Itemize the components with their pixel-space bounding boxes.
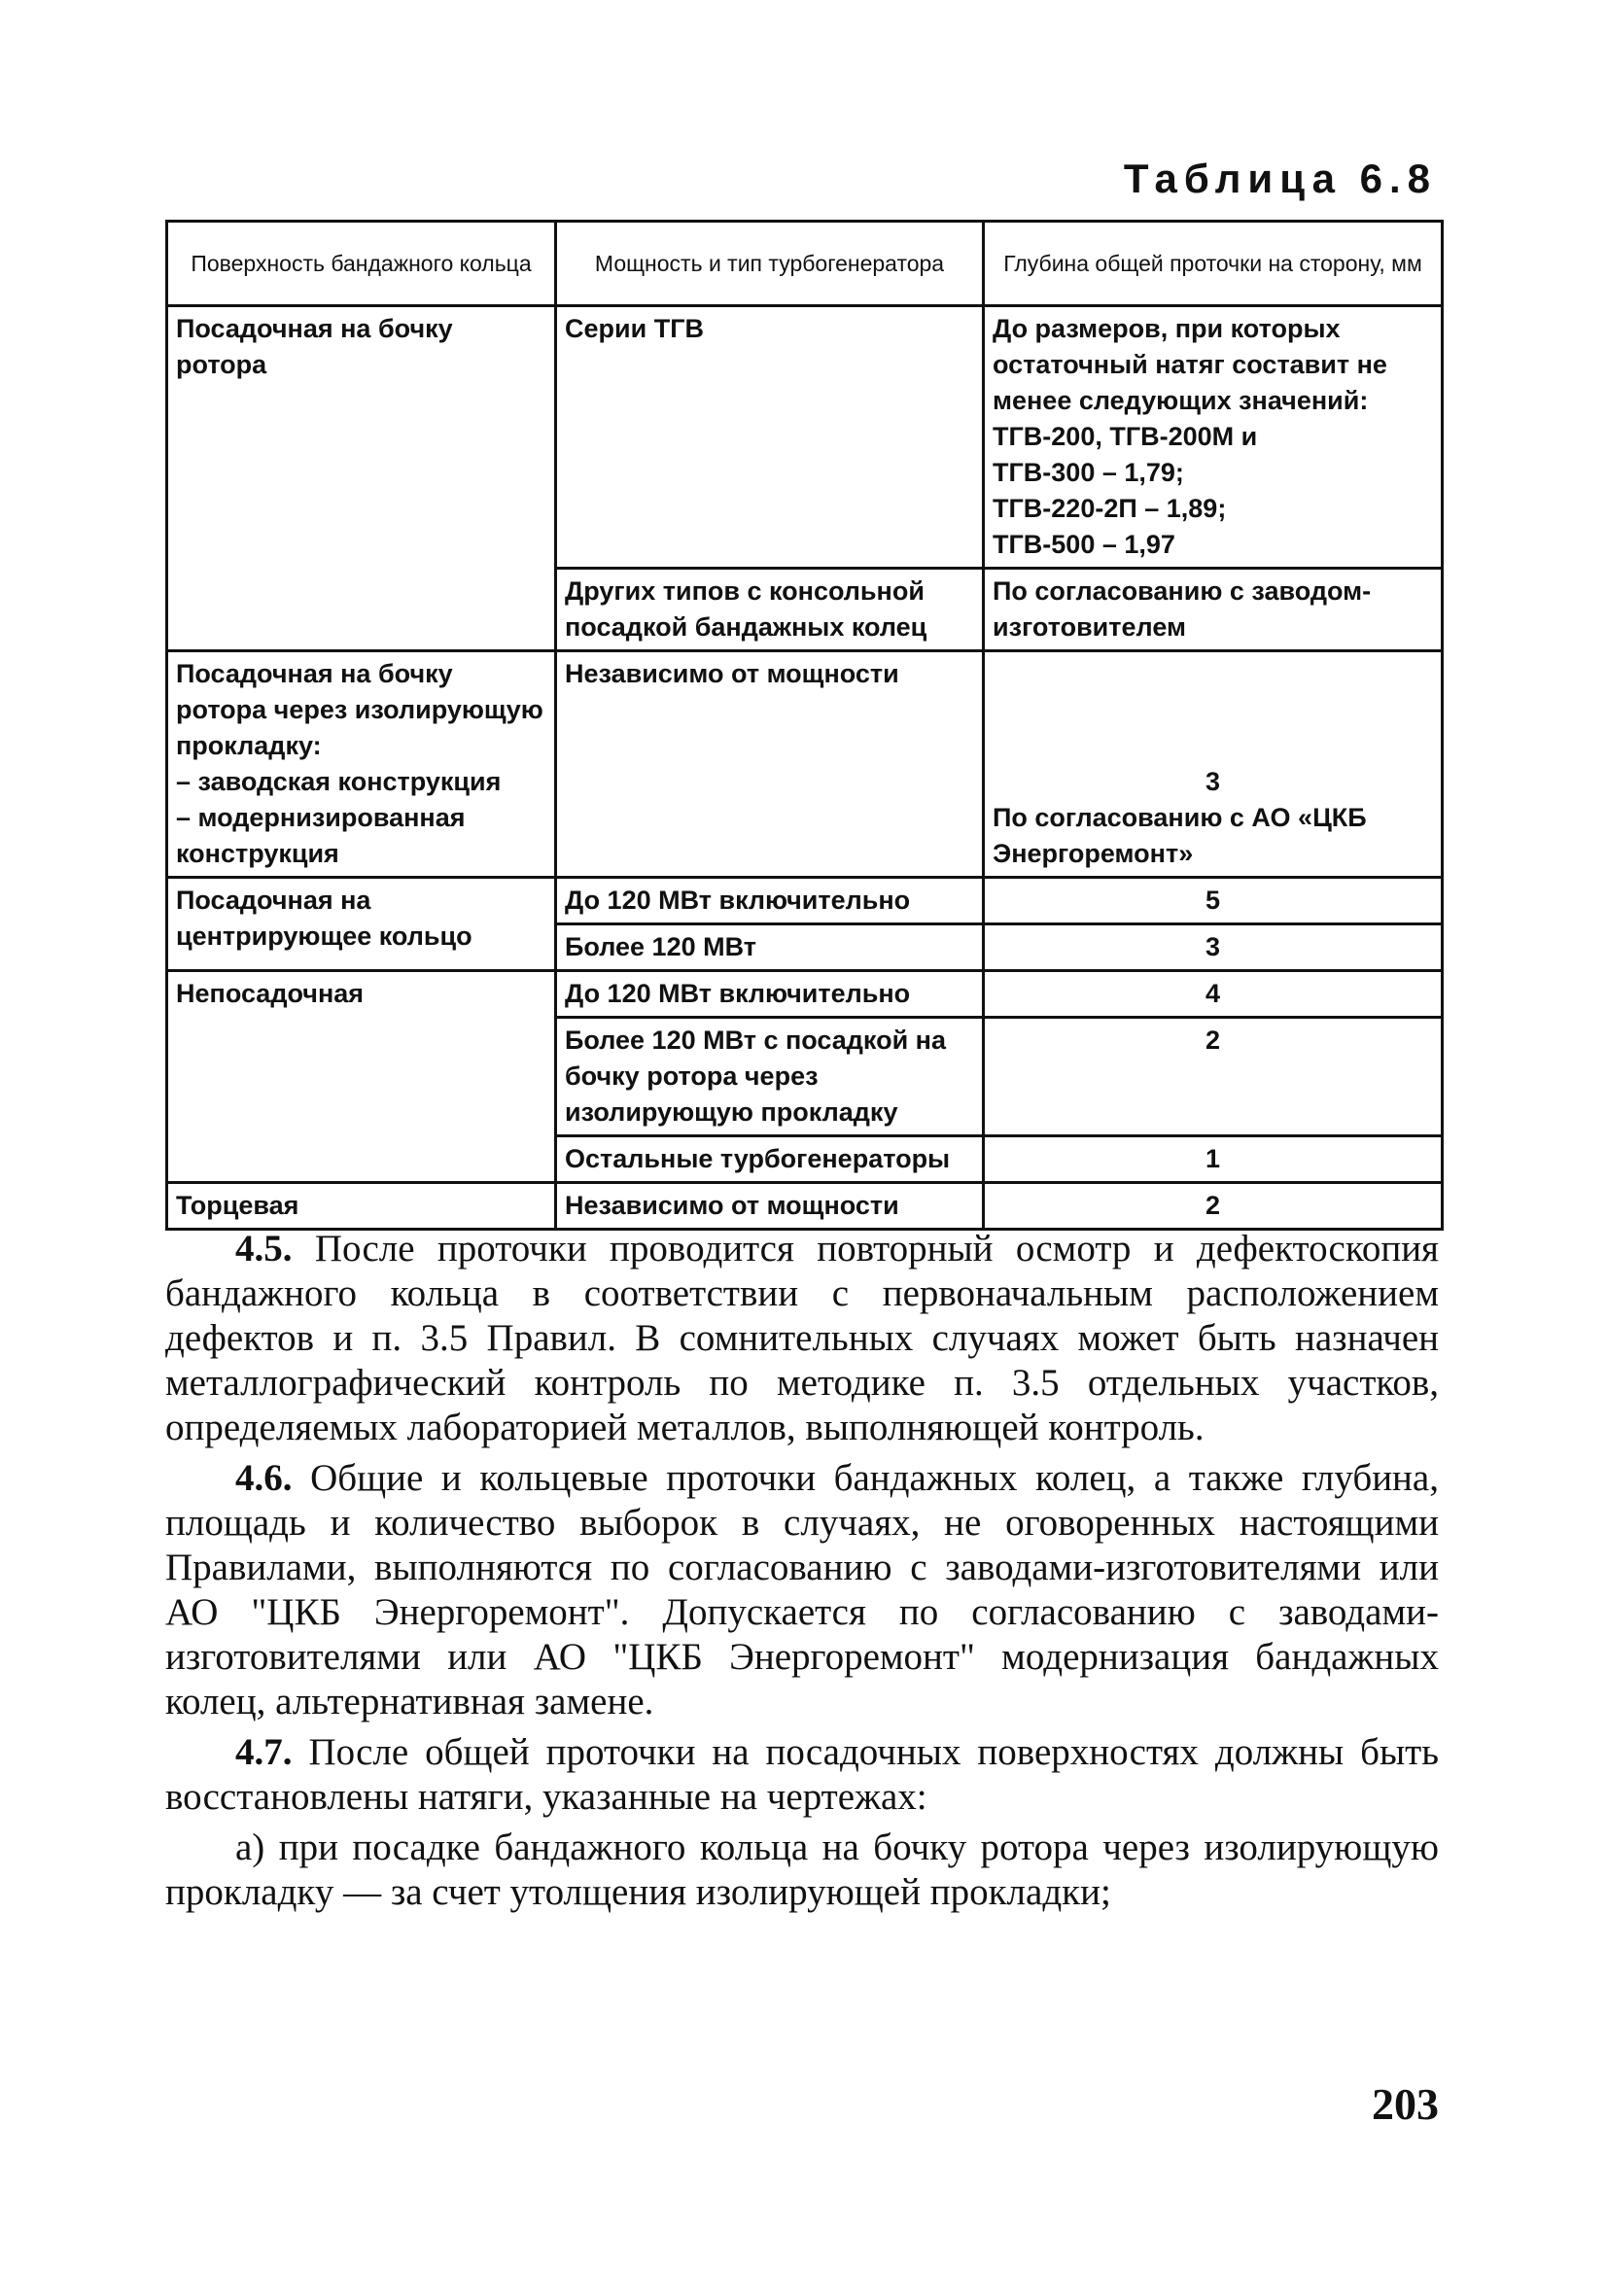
power-cell: Более 120 МВт с посадкой на бочку ротора через изолирующую прокладку: [556, 1018, 984, 1136]
power-cell: Независимо от мощности: [556, 1183, 984, 1230]
paragraph: [165, 1456, 1439, 1724]
power-cell: Серии ТГВ: [556, 306, 984, 569]
surface-text: Посадочная на бочку ротора через изолирующую прокладку:: [176, 659, 543, 760]
depth-cell: 5: [984, 878, 1443, 924]
paragraph-text: а) при посадке бандажного кольца на бочку ротора через изолирующую прокладку — за счет утолщения изолирующей прокладки;: [165, 1826, 1439, 1913]
power-cell: Независимо от мощности: [556, 651, 984, 878]
table-row: [167, 971, 1443, 1018]
depth-cell: 4: [984, 971, 1443, 1018]
depth-line: ТГВ-300 – 1,79;: [993, 458, 1184, 487]
header-depth: Глубина общей проточки на сторону, мм: [984, 222, 1443, 306]
surface-cell: [167, 651, 556, 878]
depth-value: 3: [1205, 767, 1221, 796]
paragraph-text: После общей проточки на посадочных поверхностях должны быть восстановлены натяги, указанные на чертежах:: [165, 1731, 1439, 1818]
paragraph-text: Общие и кольцевые проточки бандажных колец, а также глубина, площадь и количество выборок в случаях, не оговоренных настоящими Правилами, выполняются по согласованию с заводами-изготовителями или АО "ЦКБ Энергоремонт". Допускается по согласованию с заводами-изготовителями или АО "ЦКБ Энергоремонт" модернизация бандажных колец, альтернативная замене.: [165, 1457, 1439, 1722]
depth-cell: По согласованию с заводом-изготовителем: [984, 569, 1443, 651]
depth-cell: 2: [984, 1183, 1443, 1230]
power-cell: Остальные турбогенераторы: [556, 1136, 984, 1183]
table-row: [167, 306, 1443, 569]
depth-text: По согласованию с АО «ЦКБ Энергоремонт»: [993, 803, 1367, 868]
paragraph: [165, 1730, 1439, 1820]
surface-subitem: – модернизированная конструкция: [176, 803, 466, 868]
page-number: 203: [1372, 2079, 1439, 2129]
paragraph-text: После проточки проводится повторный осмотр и дефектоскопия бандажного кольца в соответствии с первоначальным расположением дефектов и п. 3.5 Правил. В сомнительных случаях может быть назначен металлографический контроль по методике п. 3.5 отдельных участков, определяемых лабораторией металлов, выполняющей контроль.: [165, 1228, 1439, 1448]
body-text: [165, 1227, 1439, 1921]
clause-number: 4.6.: [235, 1457, 293, 1499]
surface-cell: Непосадочная: [167, 971, 556, 1183]
ring-machining-table: [165, 220, 1444, 1231]
depth-line: ТГВ-200, ТГВ-200М и: [993, 422, 1258, 451]
surface-subitem: – заводская конструкция: [176, 767, 502, 796]
depth-line: ТГВ-220-2П – 1,89;: [993, 494, 1227, 523]
paragraph: [165, 1227, 1439, 1450]
table-row: [167, 878, 1443, 924]
depth-cell: [984, 651, 1443, 878]
table-row: [167, 651, 1443, 878]
header-power: Мощность и тип турбогенератора: [556, 222, 984, 306]
depth-cell: 1: [984, 1136, 1443, 1183]
depth-cell: 2: [984, 1018, 1443, 1136]
table-caption: Таблица 6.8: [1123, 156, 1437, 201]
power-cell: Более 120 МВт: [556, 924, 984, 971]
table-row: [167, 1183, 1443, 1230]
paragraph: [165, 1826, 1439, 1915]
table-header-row: [167, 222, 1443, 306]
depth-cell: 3: [984, 924, 1443, 971]
depth-cell: [984, 306, 1443, 569]
power-cell: До 120 МВт включительно: [556, 878, 984, 924]
depth-line: До размеров, при которых остаточный натяг составит не менее следующих значений:: [993, 314, 1387, 415]
clause-number: 4.5.: [235, 1228, 293, 1270]
surface-cell: Посадочная на бочку ротора: [167, 306, 556, 651]
depth-line: ТГВ-500 – 1,97: [993, 530, 1175, 559]
surface-cell: Посадочная на центрирующее кольцо: [167, 878, 556, 971]
header-surface: Поверхность бандажного кольца: [167, 222, 556, 306]
surface-cell: Торцевая: [167, 1183, 556, 1230]
clause-number: 4.7.: [235, 1731, 293, 1773]
power-cell: Других типов с консольной посадкой бандажных колец: [556, 569, 984, 651]
power-cell: До 120 МВт включительно: [556, 971, 984, 1018]
